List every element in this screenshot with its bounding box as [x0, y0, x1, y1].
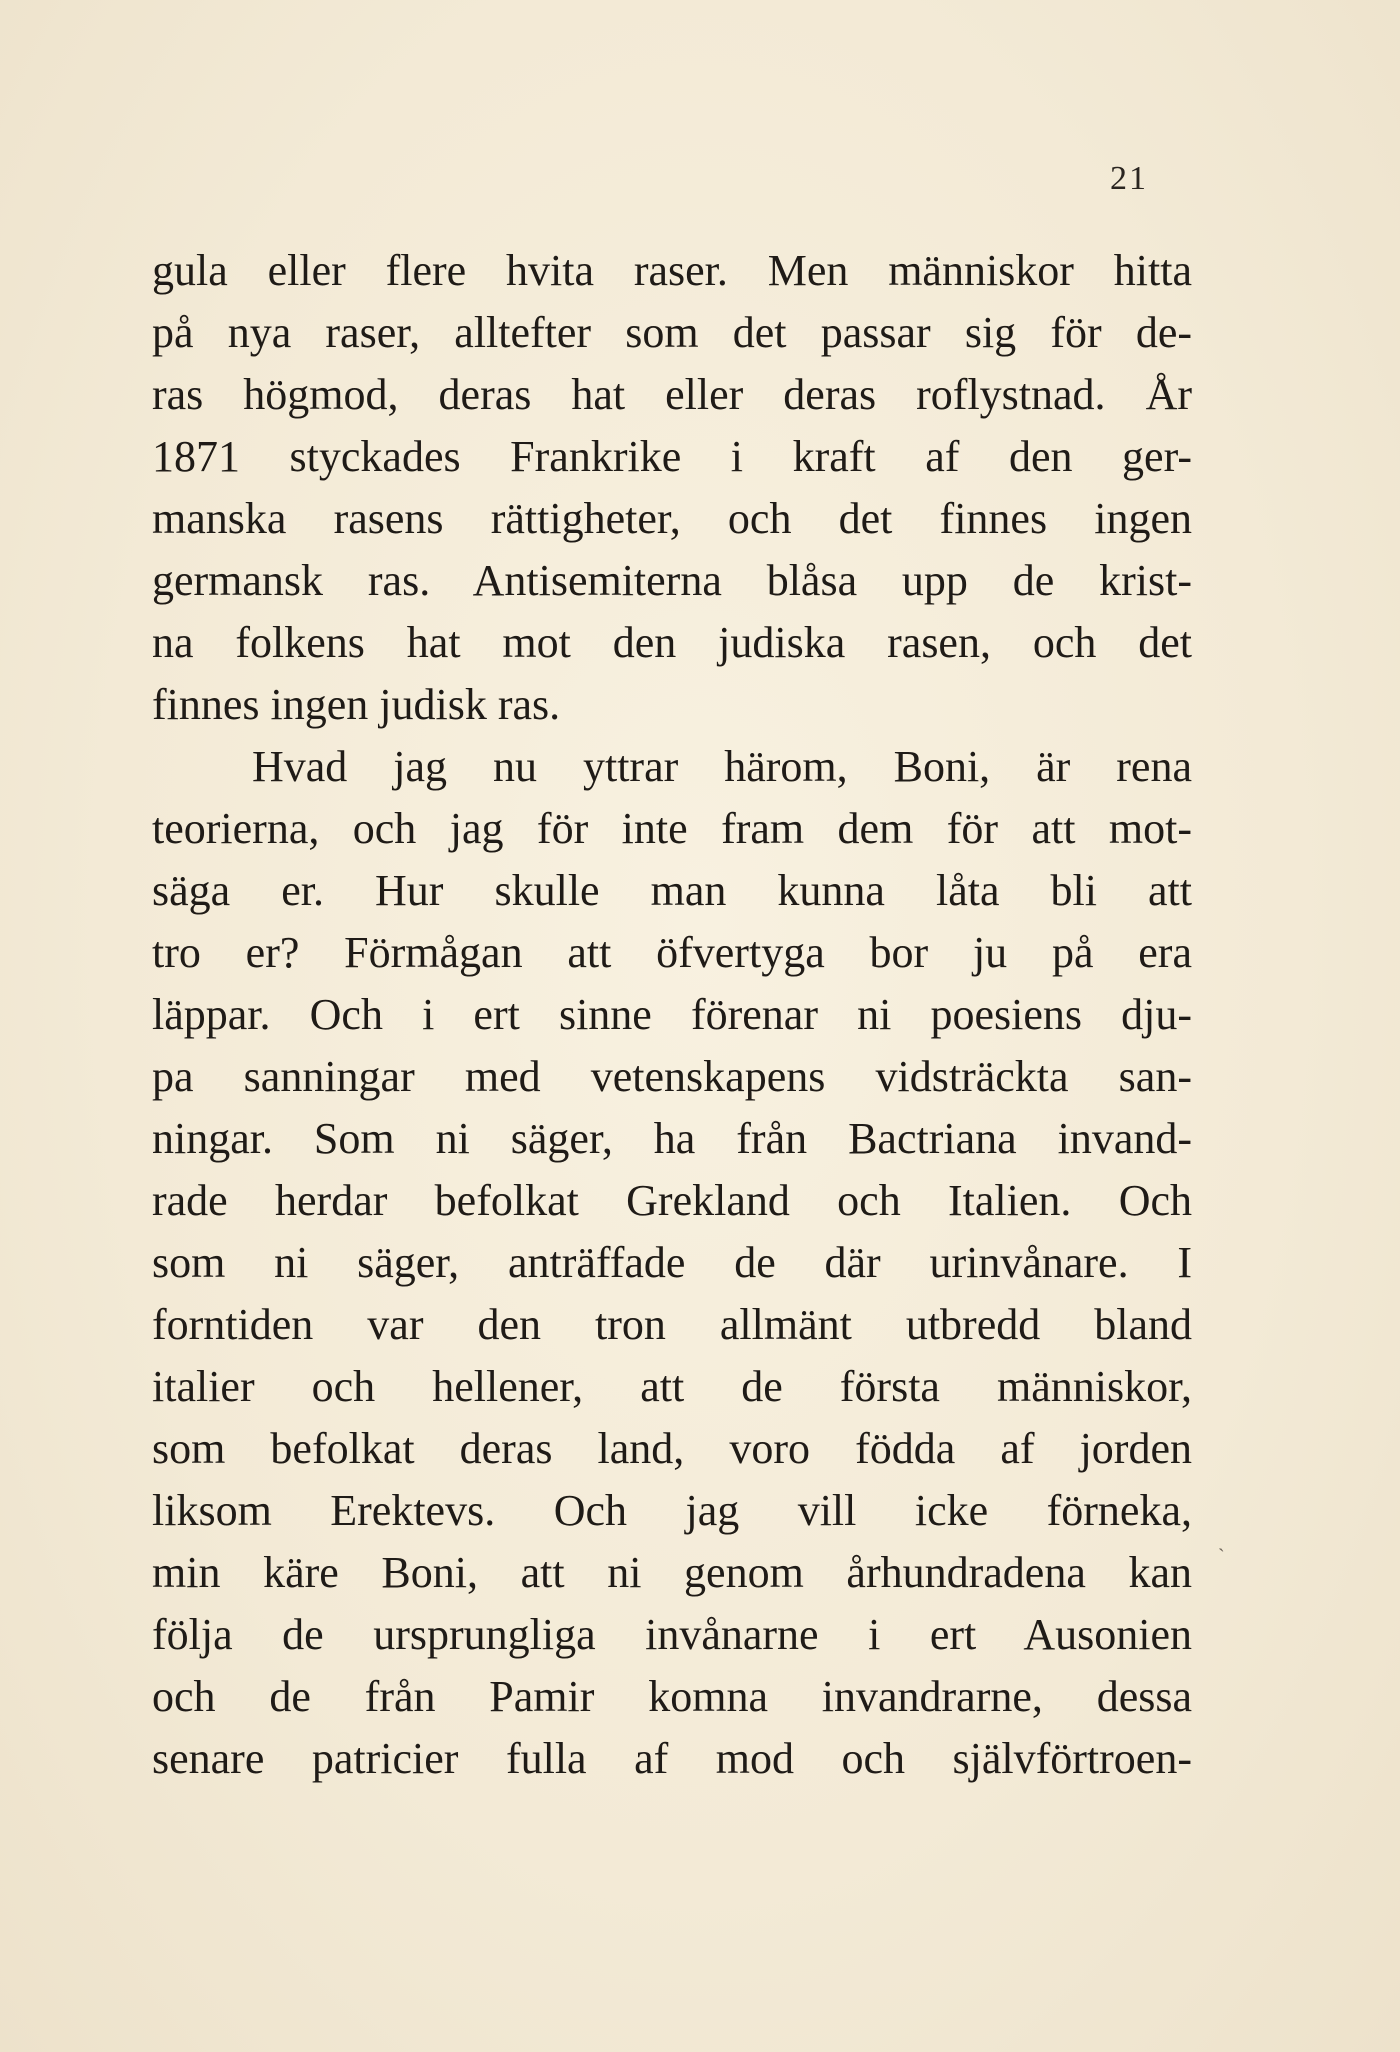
text-line: läppar. Och i ert sinne förenar ni poesiens dju-	[152, 990, 1192, 1039]
text-line: italier och hellener, att de första människor,	[152, 1362, 1192, 1411]
text-line: 1871 styckades Frankrike i kraft af den ger-	[152, 432, 1192, 481]
body-text	[152, 240, 1192, 1790]
text-line: ras högmod, deras hat eller deras roflystnad. År	[152, 370, 1192, 419]
text-line: rade herdar befolkat Grekland och Italien. Och	[152, 1176, 1192, 1225]
text-line: germansk ras. Antisemiterna blåsa upp de krist-	[152, 556, 1192, 605]
page-number: 21	[1110, 160, 1148, 197]
stray-mark: ˎ	[1218, 1530, 1225, 1552]
paragraph-start-line: Hvad jag nu yttrar härom, Boni, är rena	[252, 742, 1192, 791]
text-line: teorierna, och jag för inte fram dem för att mot-	[152, 804, 1192, 853]
text-line: senare patricier fulla af mod och självförtroen-	[152, 1734, 1192, 1783]
text-line: och de från Pamir komna invandrarne, dessa	[152, 1672, 1192, 1721]
text-line: följa de ursprungliga invånarne i ert Ausonien	[152, 1610, 1192, 1659]
text-line: na folkens hat mot den judiska rasen, och det	[152, 618, 1192, 667]
text-line: pa sanningar med vetenskapens vidsträckta san-	[152, 1052, 1192, 1101]
text-line: på nya raser, alltefter som det passar sig för de-	[152, 308, 1192, 357]
text-line: manska rasens rättigheter, och det finnes ingen	[152, 494, 1192, 543]
text-line: ningar. Som ni säger, ha från Bactriana invand-	[152, 1114, 1192, 1163]
text-line: liksom Erektevs. Och jag vill icke förneka,	[152, 1486, 1192, 1535]
text-line: som befolkat deras land, voro födda af jorden	[152, 1424, 1192, 1473]
text-line: min käre Boni, att ni genom århundradena kan	[152, 1548, 1192, 1597]
text-line: säga er. Hur skulle man kunna låta bli att	[152, 866, 1192, 915]
text-line: forntiden var den tron allmänt utbredd bland	[152, 1300, 1192, 1349]
paragraph-end-line: finnes ingen judisk ras.	[152, 680, 561, 729]
text-line: som ni säger, anträffade de där urinvånare. I	[152, 1238, 1192, 1287]
text-line: tro er? Förmågan att öfvertyga bor ju på era	[152, 928, 1192, 977]
text-line: gula eller flere hvita raser. Men människor hitta	[152, 246, 1192, 295]
